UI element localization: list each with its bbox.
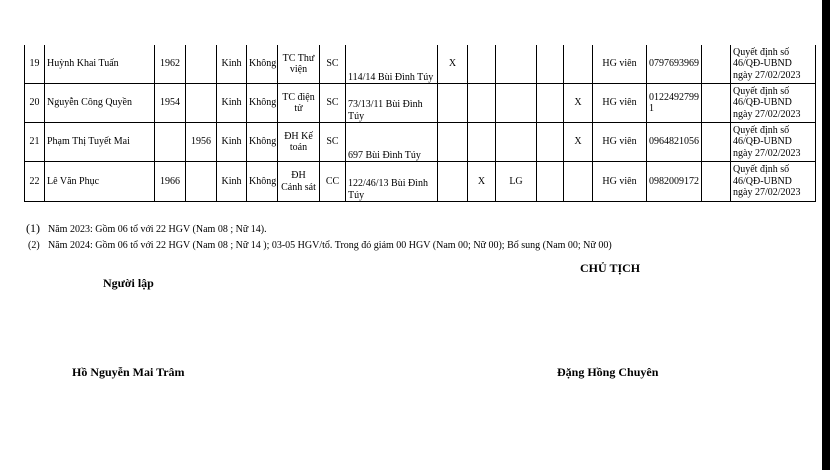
signature-name-preparer: Hồ Nguyễn Mai Trâm	[72, 365, 185, 379]
cell-female-year	[186, 84, 217, 123]
cell-phone: 01224927991	[647, 84, 702, 123]
cell-mark-4	[537, 162, 564, 202]
cell-male-year: 1966	[155, 162, 186, 202]
cell-role: HG viên	[593, 123, 647, 162]
note-marker: (1)	[26, 221, 40, 235]
cell-mark-1: X	[438, 45, 468, 84]
cell-level: CC	[320, 162, 346, 202]
cell-religion: Không	[247, 162, 278, 202]
cell-mark-3	[496, 84, 537, 123]
cell-phone: 0797693969	[647, 45, 702, 84]
cell-address: 122/46/13 Bùi Đình Túy	[346, 162, 438, 202]
cell-address: 73/13/11 Bùi Đình Túy	[346, 84, 438, 123]
cell-decision: Quyết định số 46/QĐ-UBND ngày 27/02/2023	[731, 162, 816, 202]
note-marker: (2)	[28, 240, 40, 251]
note-text: Năm 2023: Gồm 06 tổ với 22 HGV (Nam 08 ; Nữ 14).	[48, 224, 267, 235]
table-row	[25, 123, 816, 162]
cell-education: ĐH Cảnh sát	[278, 162, 320, 202]
table-row	[25, 45, 816, 84]
cell-stt: 22	[25, 162, 45, 202]
cell-decision: Quyết định số 46/QĐ-UBND ngày 27/02/2023	[731, 123, 816, 162]
signature-name-chairman: Đặng Hồng Chuyên	[557, 365, 659, 379]
cell-education: TC Thư viện	[278, 45, 320, 84]
cell-male-year: 1962	[155, 45, 186, 84]
cell-role: HG viên	[593, 45, 647, 84]
cell-empty	[702, 45, 731, 84]
cell-ethnic: Kinh	[217, 84, 247, 123]
cell-ethnic: Kinh	[217, 123, 247, 162]
signature-title-chairman: CHỦ TỊCH	[580, 261, 641, 275]
cell-mark-1	[438, 123, 468, 162]
cell-ethnic: Kinh	[217, 45, 247, 84]
cell-phone: 0982009172	[647, 162, 702, 202]
cell-level: SC	[320, 123, 346, 162]
cell-empty	[702, 162, 731, 202]
cell-decision: Quyết định số 46/QĐ-UBND ngày 27/02/2023	[731, 84, 816, 123]
page-edge	[822, 0, 830, 470]
cell-mark-1	[438, 84, 468, 123]
cell-name: Lê Văn Phục	[45, 162, 155, 202]
cell-religion: Không	[247, 45, 278, 84]
cell-education: ĐH Kế toán	[278, 123, 320, 162]
cell-role: HG viên	[593, 162, 647, 202]
cell-role: HG viên	[593, 84, 647, 123]
cell-mark-5: X	[564, 123, 593, 162]
cell-empty	[702, 123, 731, 162]
cell-mark-2	[468, 84, 496, 123]
cell-mark-5	[564, 162, 593, 202]
table-row	[25, 162, 816, 202]
cell-stt: 19	[25, 45, 45, 84]
cell-religion: Không	[247, 84, 278, 123]
cell-female-year	[186, 45, 217, 84]
cell-male-year: 1954	[155, 84, 186, 123]
cell-mark-3	[496, 45, 537, 84]
note-2	[28, 240, 612, 251]
table-row	[25, 84, 816, 123]
note-1	[26, 221, 267, 236]
signature-title-preparer: Người lập	[103, 276, 154, 290]
cell-mark-2	[468, 45, 496, 84]
cell-mark-5: X	[564, 84, 593, 123]
cell-address: 697 Bùi Đình Túy	[346, 123, 438, 162]
cell-mark-3	[496, 123, 537, 162]
cell-phone: 0964821056	[647, 123, 702, 162]
cell-mark-4	[537, 45, 564, 84]
cell-level: SC	[320, 45, 346, 84]
cell-mark-4	[537, 123, 564, 162]
cell-mark-4	[537, 84, 564, 123]
cell-ethnic: Kinh	[217, 162, 247, 202]
cell-mark-3: LG	[496, 162, 537, 202]
cell-religion: Không	[247, 123, 278, 162]
cell-mark-2: X	[468, 162, 496, 202]
cell-male-year	[155, 123, 186, 162]
member-table	[24, 45, 816, 202]
cell-stt: 21	[25, 123, 45, 162]
cell-female-year: 1956	[186, 123, 217, 162]
cell-name: Nguyễn Công Quyền	[45, 84, 155, 123]
cell-mark-5	[564, 45, 593, 84]
cell-decision: Quyết định số 46/QĐ-UBND ngày 27/02/2023	[731, 45, 816, 84]
cell-stt: 20	[25, 84, 45, 123]
cell-level: SC	[320, 84, 346, 123]
cell-female-year	[186, 162, 217, 202]
cell-mark-1	[438, 162, 468, 202]
cell-name: Phạm Thị Tuyết Mai	[45, 123, 155, 162]
cell-education: TC điện tử	[278, 84, 320, 123]
cell-name: Huỳnh Khai Tuấn	[45, 45, 155, 84]
note-text: Năm 2024: Gồm 06 tổ với 22 HGV (Nam 08 ; Nữ 14 ); 03-05 HGV/tổ. Trong đó giảm 00 HGV (Nam 00; Nữ 00); Bổ sung (Nam 00; Nữ 00)	[48, 240, 612, 251]
cell-address: 114/14 Bùi Đình Túy	[346, 45, 438, 84]
cell-empty	[702, 84, 731, 123]
cell-mark-2	[468, 123, 496, 162]
